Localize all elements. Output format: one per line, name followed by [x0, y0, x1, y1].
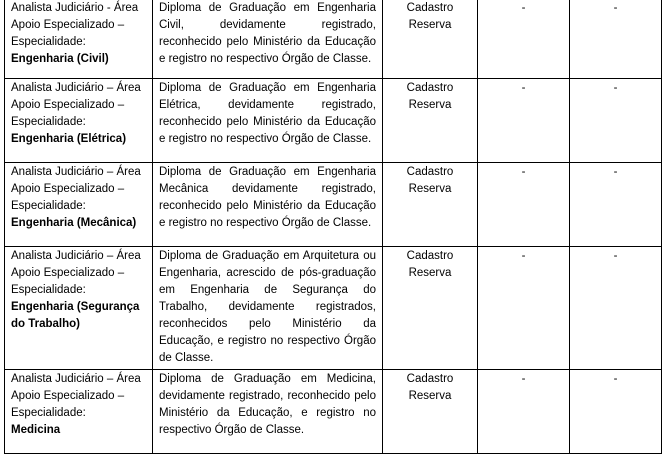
dash-cell: -: [570, 247, 662, 370]
requirement-cell: Diploma de Graduação em Medicina, devidamente registrado, reconhecido pelo Ministério da Educação, e registro no respectivo Órgão de Classe.: [153, 370, 383, 454]
dash-cell: -: [478, 0, 570, 79]
table-row: [5, 0, 662, 79]
role-prefix: Analista Judiciário – Área Apoio Especializado – Especialidade:: [11, 166, 141, 212]
role-specialty: Engenharia (Segurança do Trabalho): [11, 301, 140, 330]
dash-cell: -: [478, 79, 570, 163]
table-row: [5, 163, 662, 247]
role-specialty: Engenharia (Civil): [11, 53, 109, 65]
role-specialty: Engenharia (Mecânica): [11, 217, 137, 229]
requirement-cell: Diploma de Graduação em Engenharia Mecânica devidamente registrado, reconhecido pelo Ministério da Educação e registro no respectivo Órgão de Classe.: [153, 163, 383, 247]
table-row: [5, 79, 662, 163]
vacancies-cell: Cadastro Reserva: [383, 79, 478, 163]
dash-cell: -: [478, 163, 570, 247]
requirement-cell: Diploma de Graduação em Engenharia Elétrica, devidamente registrado, reconhecido pelo Ministério da Educação e registro no respectivo Órgão de Classe.: [153, 79, 383, 163]
role-prefix: Analista Judiciário – Área Apoio Especializado – Especialidade:: [11, 373, 141, 419]
table-row: [5, 247, 662, 370]
dash-cell: -: [478, 370, 570, 454]
role-cell: [5, 79, 153, 163]
requirement-cell: Diploma de Graduação em Arquitetura ou Engenharia, acrescido de pós-graduação em Engenharia de Segurança do Trabalho, devidamente registrados, reconhecidos pelo Ministério da Educação, e registro no respectivo Órgão de Classe.: [153, 247, 383, 370]
vacancies-cell: Cadastro Reserva: [383, 163, 478, 247]
role-prefix: Analista Judiciário - Área Apoio Especializado – Especialidade:: [11, 2, 139, 48]
positions-table: [4, 0, 662, 454]
dash-cell: -: [478, 247, 570, 370]
role-cell: [5, 370, 153, 454]
vacancies-cell: Cadastro Reserva: [383, 0, 478, 79]
role-specialty: Medicina: [11, 424, 61, 436]
dash-cell: -: [570, 370, 662, 454]
table-row: [5, 370, 662, 454]
dash-cell: -: [570, 79, 662, 163]
dash-cell: -: [570, 0, 662, 79]
role-cell: [5, 163, 153, 247]
dash-cell: -: [570, 163, 662, 247]
role-cell: [5, 247, 153, 370]
vacancies-cell: Cadastro Reserva: [383, 247, 478, 370]
requirement-cell: Diploma de Graduação em Engenharia Civil, devidamente registrado, reconhecido pelo Ministério da Educação e registro no respectivo Órgão de Classe.: [153, 0, 383, 79]
vacancies-cell: Cadastro Reserva: [383, 370, 478, 454]
role-specialty: Engenharia (Elétrica): [11, 133, 127, 145]
role-cell: [5, 0, 153, 79]
role-prefix: Analista Judiciário – Área Apoio Especializado – Especialidade:: [11, 82, 141, 128]
role-prefix: Analista Judiciário – Área Apoio Especializado – Especialidade:: [11, 250, 141, 296]
